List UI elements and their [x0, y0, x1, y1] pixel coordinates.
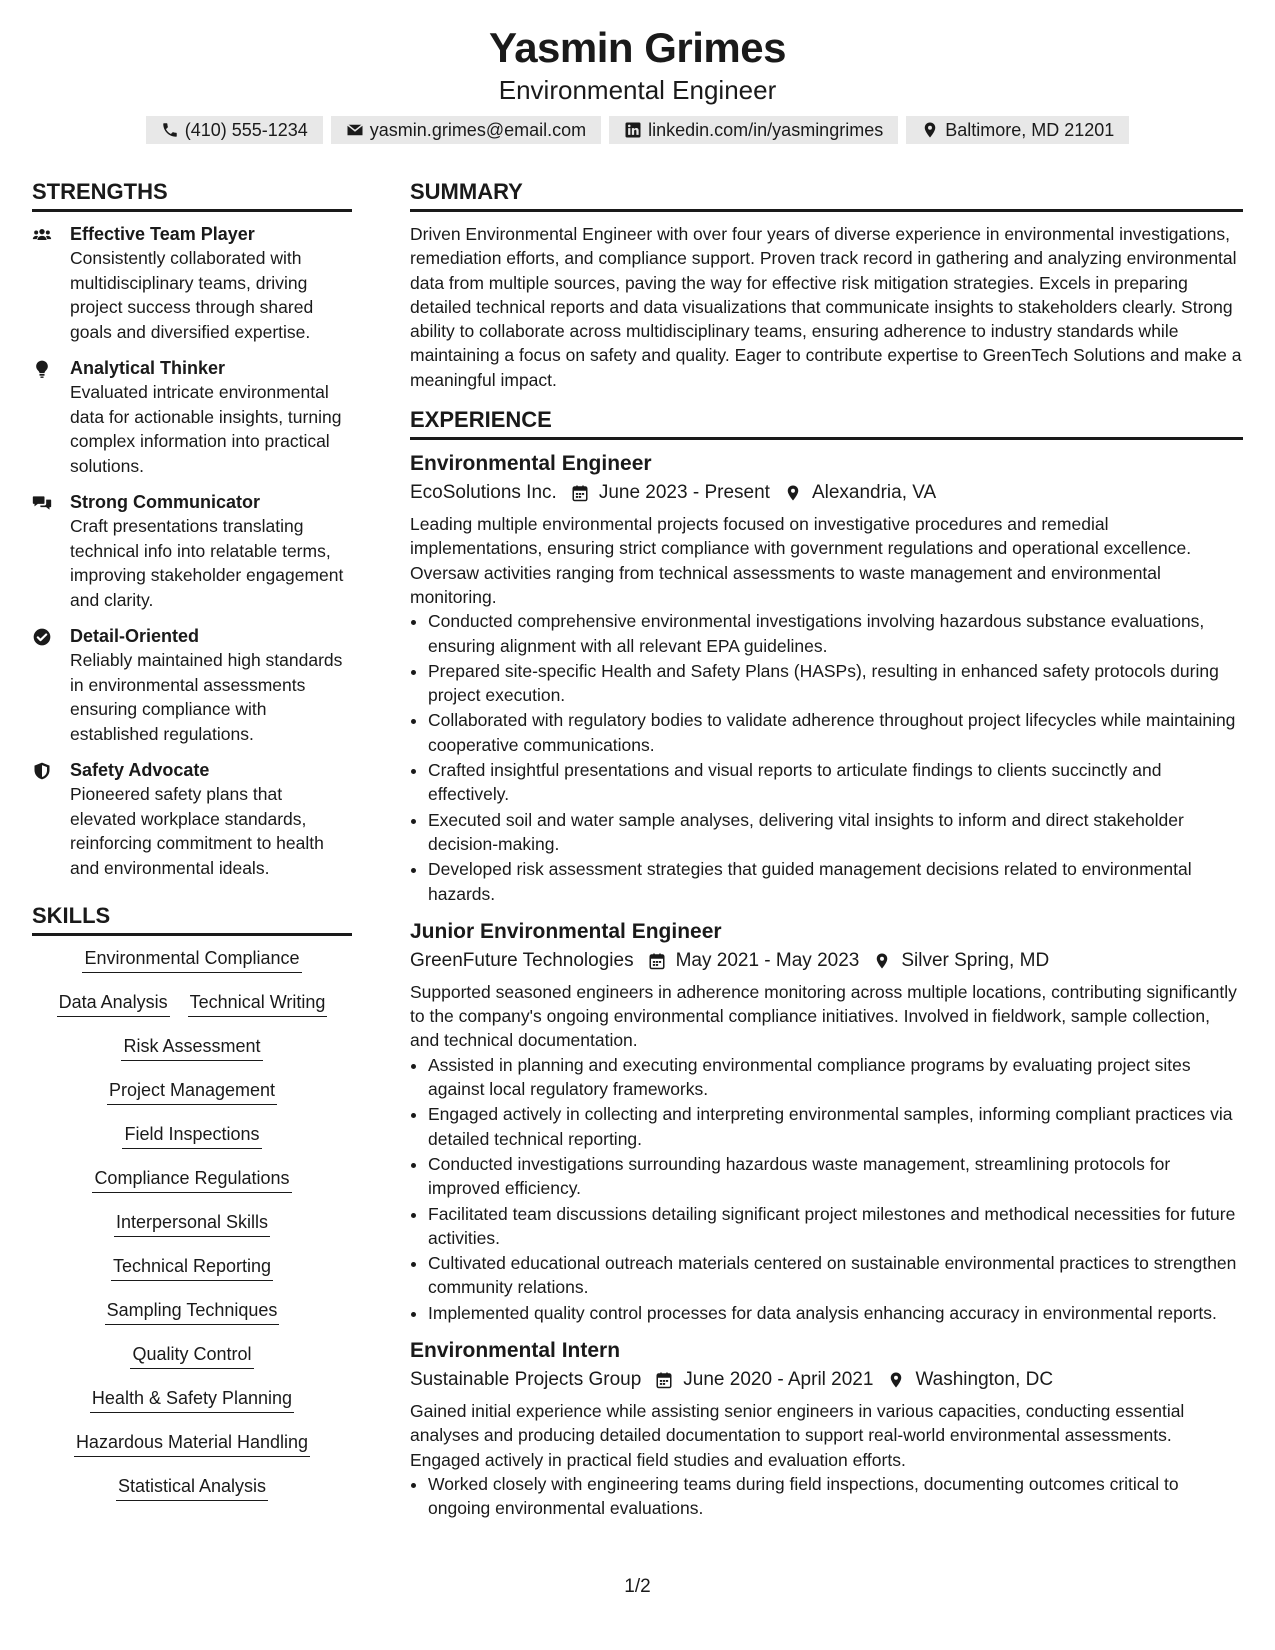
lightbulb-icon [32, 359, 52, 379]
strengths-heading: STRENGTHS [32, 178, 352, 212]
comments-icon [32, 493, 52, 513]
job-bullet: • Facilitated team discussions detailing significant project milestones and methodical necessities for future activities. [428, 1202, 1243, 1251]
strength-desc: Evaluated intricate environmental data for actionable insights, turning complex information into practical solutions. [70, 382, 342, 476]
skill-tag: Interpersonal Skills [114, 1210, 270, 1237]
skill-tag: Technical Writing [188, 990, 328, 1017]
job-company: EcoSolutions Inc. [410, 482, 557, 504]
job-location: Washington, DC [915, 1368, 1054, 1390]
job-description: Gained initial experience while assisting senior engineers in various capacities, conducting essential analyses and producing detailed documentation to support real-world environmental assessments. Engaged actively in practical field studies and evaluation efforts. [410, 1400, 1185, 1470]
contact-location-text: Baltimore, MD 21201 [945, 119, 1115, 140]
strength-title: Strong Communicator [70, 492, 261, 512]
job-bullet: • Assisted in planning and executing environmental compliance programs by evaluating project sites against local regulatory frameworks. [428, 1053, 1243, 1102]
job-dates: June 2020 - April 2021 [683, 1368, 874, 1390]
shield-icon [32, 761, 52, 781]
calendar-icon [571, 484, 589, 502]
strength-title: Safety Advocate [70, 760, 210, 780]
job-bullets [410, 609, 1243, 906]
strength-title: Analytical Thinker [70, 358, 226, 378]
map-pin-icon [887, 1371, 905, 1389]
job-entry [410, 450, 1243, 906]
job-bullet: • Conducted comprehensive environmental investigations involving hazardous substance evaluations, ensuring alignment with all relevant EPA guidelines. [428, 609, 1243, 658]
job-bullet: • Worked closely with engineering teams during field inspections, documenting outcomes critical to ongoing environmental evaluations. [428, 1472, 1243, 1521]
skills-heading: SKILLS [32, 902, 352, 936]
skill-tag: Health & Safety Planning [90, 1386, 294, 1413]
contact-email-text: yasmin.grimes@email.com [369, 119, 587, 140]
job-company: Sustainable Projects Group [410, 1368, 642, 1390]
skill-tag: Technical Reporting [111, 1254, 273, 1281]
candidate-name: Yasmin Grimes [489, 24, 786, 71]
job-bullets [410, 1472, 1243, 1521]
skill-tag: Project Management [107, 1078, 277, 1105]
strength-desc: Consistently collaborated with multidisciplinary teams, driving project success through shared goals and diversified expertise. [70, 248, 314, 342]
skill-tag: Hazardous Material Handling [74, 1430, 310, 1457]
skill-tag: Environmental Compliance [82, 946, 301, 973]
contact-bar [0, 116, 1275, 144]
contact-linkedin-text: linkedin.com/in/yasmingrimes [648, 119, 884, 140]
contact-phone[interactable] [146, 116, 323, 144]
job-title: Junior Environmental Engineer [410, 919, 722, 943]
skill-tag: Risk Assessment [121, 1034, 262, 1061]
job-meta [410, 946, 1243, 976]
job-company: GreenFuture Technologies [410, 949, 634, 971]
job-dates: May 2021 - May 2023 [675, 949, 860, 971]
job-entry [410, 918, 1243, 1325]
strength-item [32, 222, 352, 344]
job-entry [410, 1337, 1243, 1520]
envelope-icon [346, 121, 364, 139]
strength-desc: Craft presentations translating technical info into relatable terms, improving stakeholder engagement and clarity. [70, 516, 344, 610]
job-bullet: • Collaborated with regulatory bodies to validate adherence throughout project lifecycles while maintaining cooperative communications. [428, 708, 1243, 757]
strength-title: Effective Team Player [70, 224, 255, 244]
check-circle-icon [32, 627, 52, 647]
job-location: Silver Spring, MD [901, 949, 1050, 971]
left-column [32, 178, 352, 1532]
map-pin-icon [873, 952, 891, 970]
job-bullet: • Implemented quality control processes for data analysis enhancing accuracy in environmental reports. [428, 1301, 1243, 1325]
resume-header [0, 0, 1275, 144]
job-title: Environmental Intern [410, 1338, 621, 1362]
contact-linkedin[interactable] [609, 116, 898, 144]
experience-heading: EXPERIENCE [410, 406, 1243, 440]
job-bullet: • Developed risk assessment strategies that guided management decisions related to environmental hazards. [428, 857, 1243, 906]
job-bullet: • Prepared site-specific Health and Safety Plans (HASPs), resulting in enhanced safety protocols during project execution. [428, 659, 1243, 708]
job-dates: June 2023 - Present [598, 482, 770, 504]
job-bullet: • Cultivated educational outreach materials centered on sustainable environmental practices to strengthen community relations. [428, 1251, 1243, 1300]
skill-tag: Quality Control [130, 1342, 253, 1369]
skill-tag: Field Inspections [122, 1122, 261, 1149]
job-bullet: • Executed soil and water sample analyses, delivering vital insights to inform and direct stakeholder decision-making. [428, 808, 1243, 857]
strength-item [32, 356, 352, 478]
users-icon [32, 225, 52, 245]
skill-tag: Data Analysis [57, 990, 170, 1017]
summary-text: Driven Environmental Engineer with over four years of diverse experience in environmental investigations, remediation efforts, and compliance support. Proven track record in gathering and analyzing environmental data from multiple sources, paving the way for effective risk mitigation strategies. Excels in preparing detailed technical reports and data visualizations that communicate insights to stakeholders clearly. Strong ability to collaborate across multidisciplinary teams, ensuring adherence to industry standards while maintaining a focus on safety and quality. Eager to contribute expertise to GreenTech Solutions and make a meaningful impact. [410, 224, 1242, 390]
strength-item [32, 758, 352, 880]
right-column [410, 178, 1243, 1532]
phone-icon [161, 121, 179, 139]
contact-phone-text: (410) 555-1234 [184, 119, 308, 140]
strength-desc: Pioneered safety plans that elevated workplace standards, reinforcing commitment to health and environmental ideals. [70, 784, 324, 878]
job-bullet: • Conducted investigations surrounding hazardous waste management, streamlining protocols for improved efficiency. [428, 1152, 1243, 1201]
skill-tag: Compliance Regulations [92, 1166, 291, 1193]
job-location: Alexandria, VA [811, 482, 937, 504]
contact-email[interactable] [331, 116, 601, 144]
job-bullet: • Crafted insightful presentations and visual reports to articulate findings to clients succinctly and effectively. [428, 758, 1243, 807]
summary-heading: SUMMARY [410, 178, 1243, 212]
strength-item [32, 624, 352, 746]
job-description: Supported seasoned engineers in adherence monitoring across multiple locations, contributing significantly to the company's ongoing environmental compliance initiatives. Involved in fieldwork, sample collection, and technical documentation. [410, 981, 1237, 1051]
candidate-title: Environmental Engineer [498, 75, 777, 105]
strength-title: Detail-Oriented [70, 626, 200, 646]
skills-list [32, 946, 352, 1501]
strength-desc: Reliably maintained high standards in environmental assessments ensuring compliance with established regulations. [70, 650, 343, 744]
job-description: Leading multiple environmental projects focused on investigative procedures and remedial implementations, ensuring strict compliance with government regulations and operational excellence. Oversaw activities ranging from technical assessments to waste management and environmental monitoring. [410, 514, 1192, 607]
job-bullets [410, 1053, 1243, 1325]
map-pin-icon [784, 484, 802, 502]
page-number: 1/2 [624, 1576, 651, 1597]
job-bullet: • Engaged actively in collecting and interpreting environmental samples, informing compliant practices via detailed technical reporting. [428, 1102, 1243, 1151]
job-meta [410, 478, 1243, 508]
contact-location [906, 116, 1129, 144]
linkedin-icon [624, 121, 642, 139]
skill-tag: Sampling Techniques [105, 1298, 280, 1325]
map-pin-icon [921, 121, 939, 139]
job-meta [410, 1365, 1243, 1395]
strength-item [32, 490, 352, 612]
skill-tag: Statistical Analysis [116, 1474, 268, 1501]
calendar-icon [648, 952, 666, 970]
calendar-icon [655, 1371, 673, 1389]
job-title: Environmental Engineer [410, 452, 652, 476]
